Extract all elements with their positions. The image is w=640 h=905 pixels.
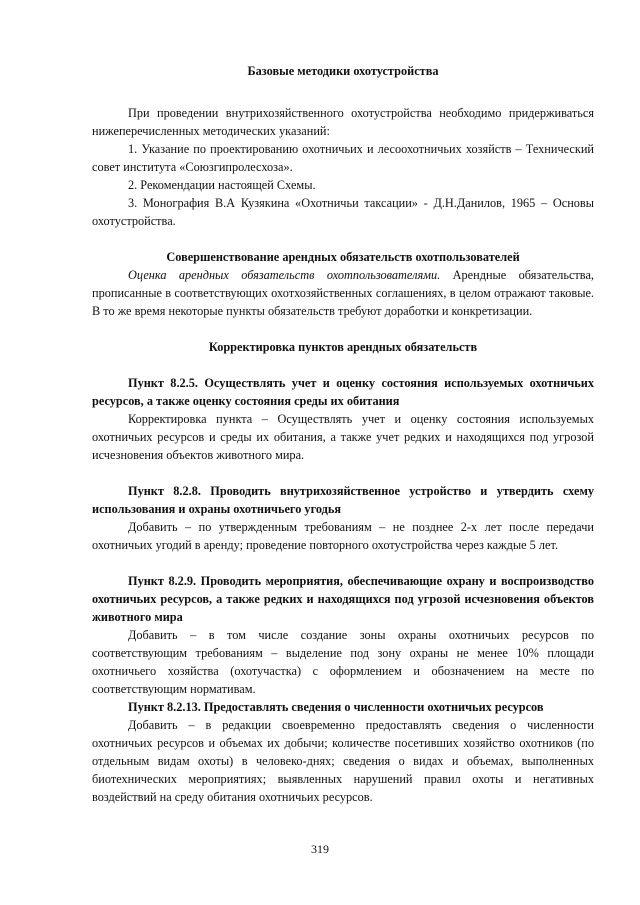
item-text: Добавить – в редакции своевременно предоставлять сведения о численности охотничьих ресурсов и объемах их добычи; количестве посетивших хозяйство охотников (по отдельным видам охоты) в человеко-днях; сведения о видах и объемах, выполненных биотехнических мероприятиях; выявленных нарушений правил охоты и негативных воздействий на среду обитания охотничьих ресурсов. xyxy=(92,718,594,804)
document-body xyxy=(92,62,594,806)
obligations-paragraph xyxy=(92,266,594,320)
item-text: Корректировка пункта – Осуществлять учет и оценку состояния используемых охотничьих ресурсов и среды их обитания, а также учет редких и находящихся под угрозой исчезновения объектов животного мира. xyxy=(92,412,594,462)
obligations-lead: Оценка арендных обязательств охотпользователями. xyxy=(128,268,441,282)
item-heading: Пункт 8.2.13. Предоставлять сведения о численности охотничьих ресурсов xyxy=(128,700,544,714)
list-item: 3. Монография В.А Кузякина «Охотничьи таксации» - Д.Н.Данилов, 1965 – Основы охотустройства. xyxy=(92,196,594,228)
section-title-corrections: Корректировка пунктов арендных обязательств xyxy=(208,340,478,354)
item-text: Добавить – в том числе создание зоны охраны охотничьих ресурсов по соответствующим требованиям – выделение под зону охраны не менее 10% площади охотничьего хозяйства (охотучастка) с оформлением и обозначением на месте по соответствующим нормативам. xyxy=(92,628,594,696)
item-heading: Пункт 8.2.5. Осуществлять учет и оценку состояния используемых охотничьих ресурсов, а также оценку состояния среды их обитания xyxy=(92,376,594,408)
item-text: Добавить – по утвержденным требованиям – не позднее 2-х лет после передачи охотничьих угодий в аренду; проведение повторного охотустройства через каждые 5 лет. xyxy=(92,520,594,552)
list-item: 2. Рекомендации настоящей Схемы. xyxy=(128,178,316,192)
obligations-text: Арендные обязательства, прописанные в соответствующих охотхозяйственных соглашениях, в целом отражают таковые. В то же время некоторые пункты обязательств требуют доработки и конкретизации. xyxy=(92,268,594,318)
list-item: 1. Указание по проектированию охотничьих и лесоохотничьих хозяйств – Технический совет института «Союзгипролесхоза». xyxy=(92,142,594,174)
item-heading: Пункт 8.2.8. Проводить внутрихозяйственное устройство и утвердить схему использования и охраны охотничьего угодья xyxy=(92,484,594,516)
item-heading: Пункт 8.2.9. Проводить мероприятия, обеспечивающие охрану и воспроизводство охотничьих ресурсов, а также редких и находящихся под угрозой исчезновения объектов животного мира xyxy=(92,574,594,624)
section-title-obligations: Совершенствование арендных обязательств охотпользователей xyxy=(166,250,520,264)
page-number: 319 xyxy=(311,842,329,856)
intro-paragraph: При проведении внутрихозяйственного охотустройства необходимо придерживаться нижеперечисленных методических указаний: xyxy=(92,106,594,138)
document-title: Базовые методики охотустройства xyxy=(247,64,439,78)
